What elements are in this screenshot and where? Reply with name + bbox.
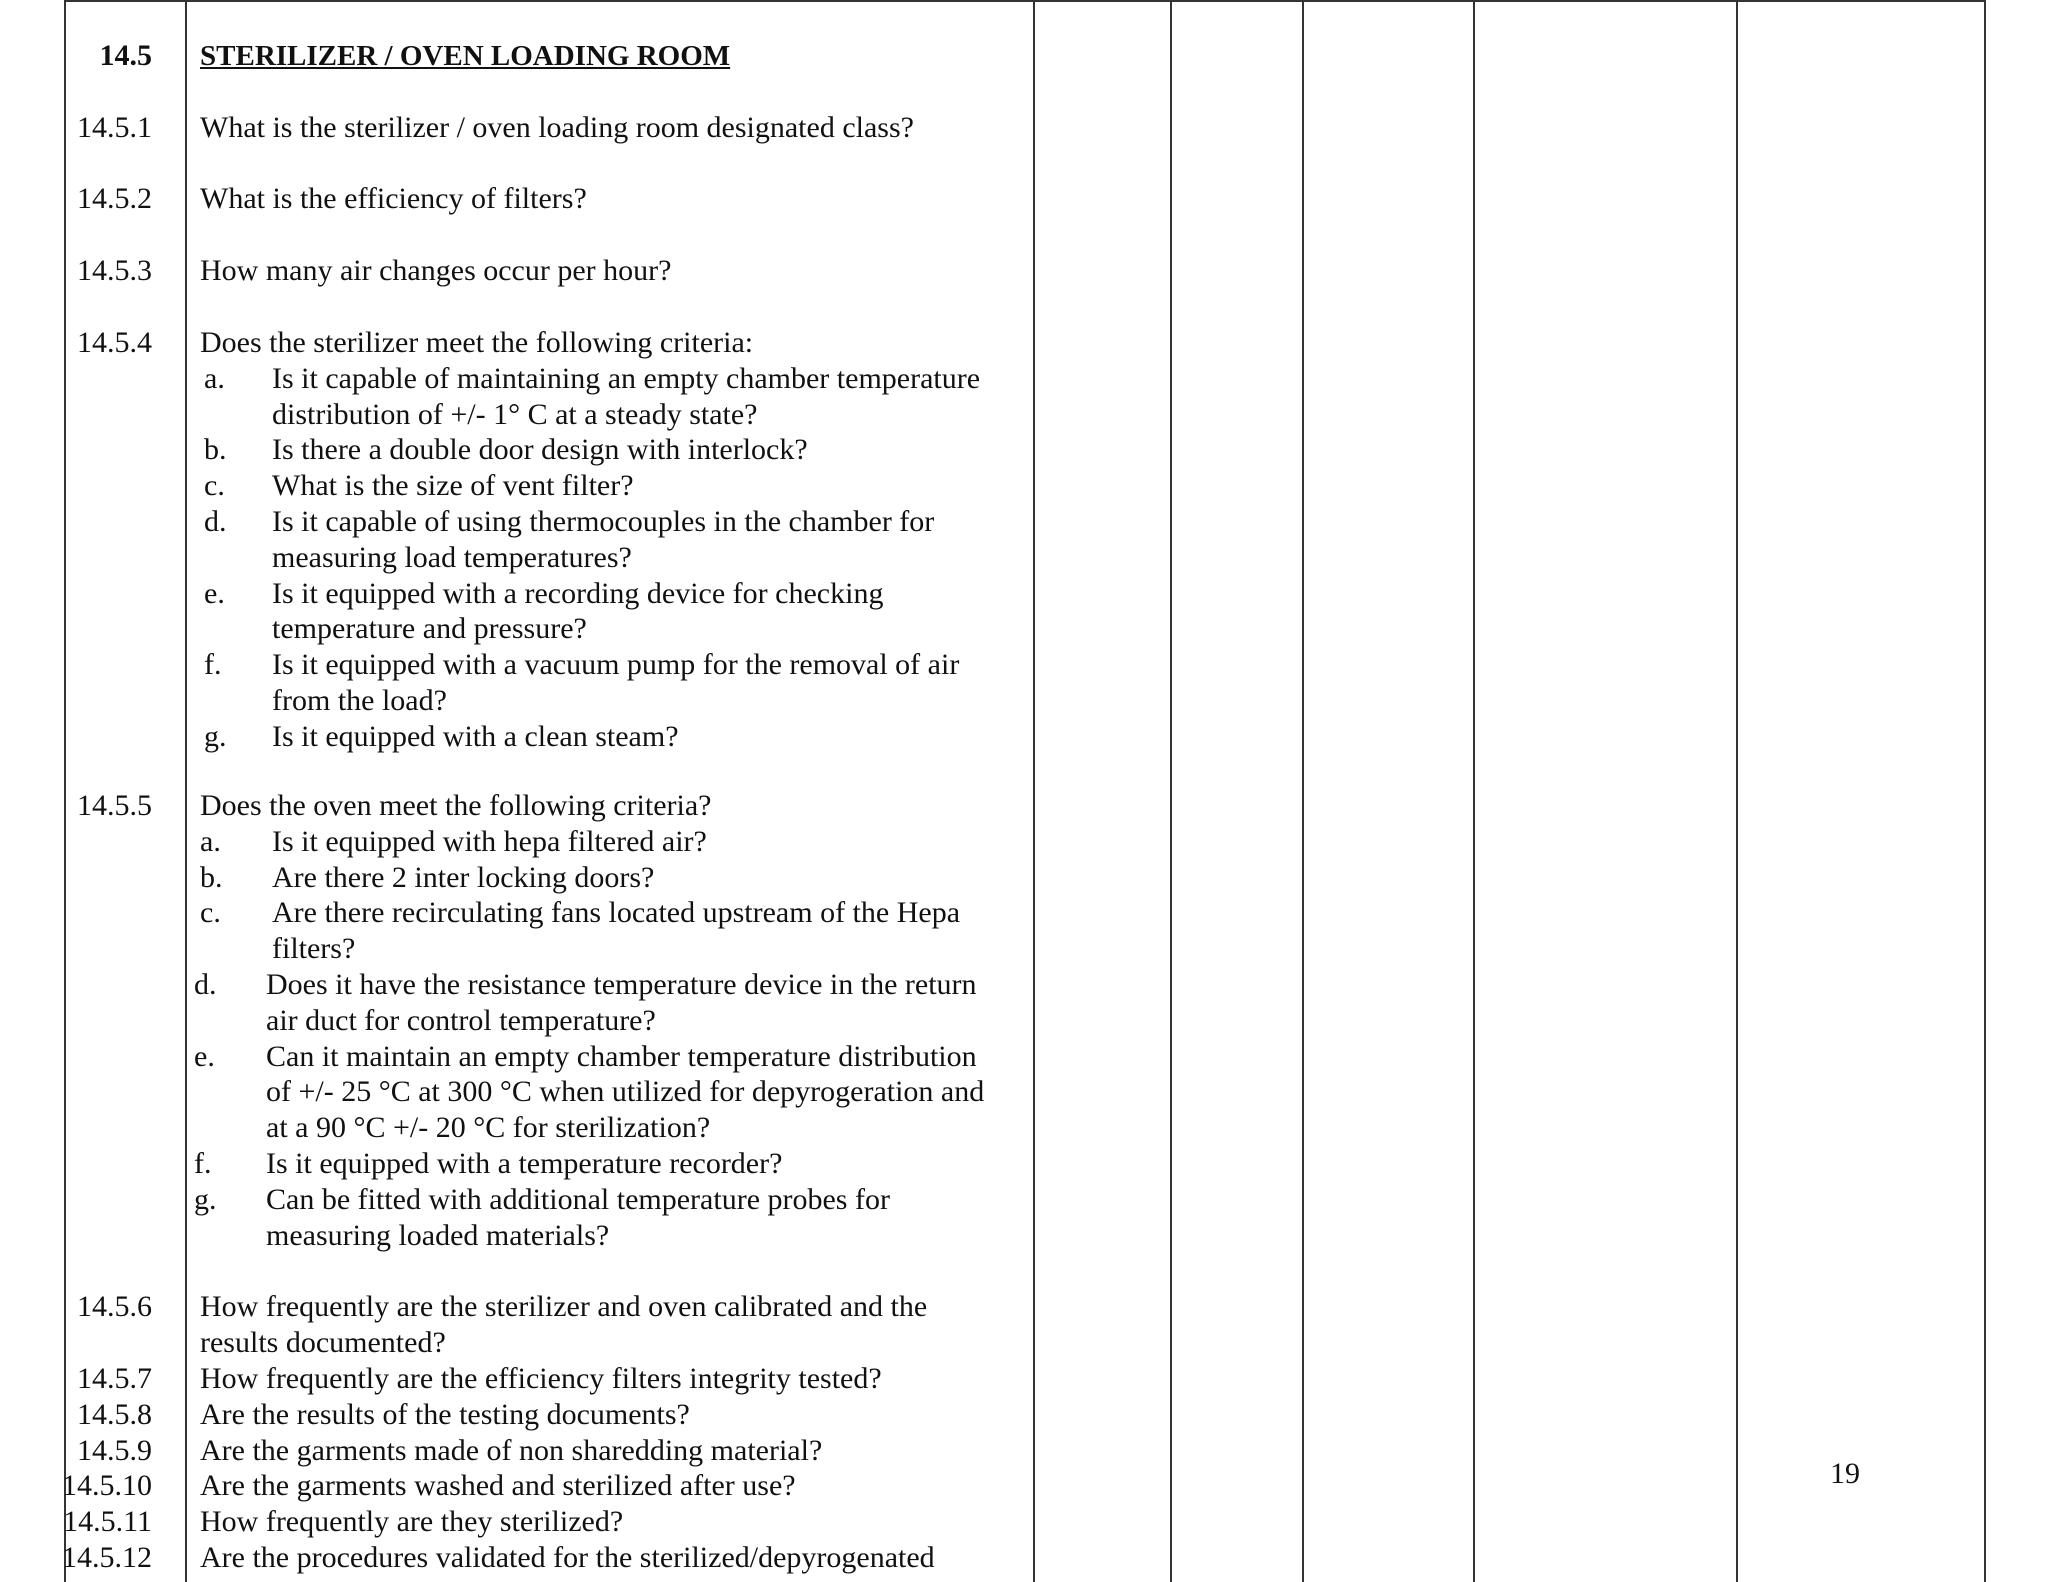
sub-item-letter: d. [204, 505, 227, 538]
sub-item-text: What is the size of vent filter? [272, 469, 634, 503]
sub-item-letter: e. [194, 1039, 215, 1073]
question-text: How many air changes occur per hour? [200, 254, 672, 287]
table-border-right [1984, 0, 1986, 1582]
sub-item-text: Is it capable of using thermocouples in the chamber for [272, 505, 935, 538]
question-text: Are the results of the testing documents? [200, 1398, 690, 1431]
sub-item-letter: c. [204, 469, 225, 503]
sub-item-text: filters? [272, 932, 356, 966]
sub-item-text: Is it equipped with hepa filtered air? [272, 824, 707, 858]
table-border-column-5 [1473, 0, 1475, 1582]
question-number: 14.5.12 [62, 1541, 152, 1574]
question-text: How frequently are they sterilized? [200, 1505, 624, 1538]
sub-item-text: measuring loaded materials? [266, 1218, 610, 1252]
sub-item-letter: c. [200, 896, 221, 930]
question-text: Does the oven meet the following criteria? [200, 789, 712, 822]
question-number: 14.5.7 [77, 1362, 152, 1395]
question-number: 14.5.2 [77, 182, 152, 215]
question-text: How frequently are the sterilizer and oven calibrated and the [200, 1290, 928, 1323]
sub-item-text: at a 90 °C +/- 20 °C for sterilization? [266, 1111, 711, 1145]
sub-item-letter: d. [194, 968, 217, 1001]
sub-item-text: Does it have the resistance temperature device in the return [266, 968, 977, 1001]
sub-item-text: of +/- 25 °C at 300 °C when utilized for depyrogeration and [266, 1075, 985, 1109]
sub-item-text: Is there a double door design with interlock? [272, 433, 808, 467]
question-number: 14.5.5 [77, 789, 152, 822]
sub-item-text: Is it equipped with a temperature recorder? [266, 1147, 783, 1180]
table-border-column-4 [1302, 0, 1304, 1582]
question-number: 14.5.6 [77, 1290, 152, 1323]
table-border-column-3 [1170, 0, 1172, 1582]
question-number: 14.5.3 [77, 254, 152, 287]
sub-item-letter: a. [200, 824, 221, 858]
question-text: Are the garments washed and sterilized after use? [200, 1469, 796, 1502]
sub-item-letter: g. [194, 1182, 217, 1216]
sub-item-text: Is it equipped with a recording device for checking [272, 576, 884, 610]
sub-item-letter: b. [200, 860, 223, 894]
sub-item-letter: a. [204, 361, 225, 395]
table-border-question-column [1033, 0, 1035, 1582]
table-border-number-column [185, 0, 187, 1582]
question-text: Are the procedures validated for the sterilized/depyrogenated [200, 1541, 935, 1574]
sub-item-letter: g. [204, 719, 227, 753]
question-text: What is the efficiency of filters? [200, 182, 587, 215]
question-number: 14.5.4 [77, 326, 152, 359]
page-number: 19 [1830, 1457, 1860, 1490]
sub-item-letter: e. [204, 576, 225, 610]
question-text: Does the sterilizer meet the following criteria: [200, 326, 754, 359]
question-number: 14.5.11 [63, 1505, 152, 1538]
sub-item-text: Are there 2 inter locking doors? [272, 860, 655, 894]
sub-item-letter: f. [194, 1147, 212, 1180]
sub-item-text: Is it equipped with a vacuum pump for the removal of air [272, 648, 960, 682]
sub-item-text: Are there recirculating fans located upstream of the Hepa [272, 896, 961, 930]
question-text: results documented? [200, 1325, 446, 1359]
question-text: Are the garments made of non sharedding material? [200, 1434, 823, 1467]
sub-item-text: Is it equipped with a clean steam? [272, 719, 679, 753]
table-top-border [64, 0, 1986, 2]
sub-item-text: measuring load temperatures? [272, 540, 632, 574]
sub-item-text: Can be fitted with additional temperature probes for [266, 1182, 890, 1216]
question-number: 14.5.1 [77, 111, 152, 144]
sub-item-text: distribution of +/- 1° C at a steady state? [272, 397, 758, 431]
question-number: 14.5.8 [77, 1398, 152, 1431]
section-number: 14.5 [99, 39, 152, 72]
question-number: 14.5.10 [62, 1469, 152, 1502]
question-text: What is the sterilizer / oven loading room designated class? [200, 111, 914, 144]
sub-item-letter: b. [204, 433, 227, 467]
question-text: How frequently are the efficiency filters integrity tested? [200, 1362, 882, 1395]
sub-item-text: Can it maintain an empty chamber temperature distribution [266, 1039, 977, 1073]
question-number: 14.5.9 [77, 1434, 152, 1467]
sub-item-text: temperature and pressure? [272, 612, 587, 646]
sub-item-text: Is it capable of maintaining an empty chamber temperature [272, 361, 981, 395]
sub-item-text: from the load? [272, 684, 447, 717]
table-border-column-6 [1736, 0, 1738, 1582]
section-title: STERILIZER / OVEN LOADING ROOM [200, 40, 731, 72]
sub-item-text: air duct for control temperature? [266, 1003, 656, 1037]
sub-item-letter: f. [204, 648, 222, 682]
